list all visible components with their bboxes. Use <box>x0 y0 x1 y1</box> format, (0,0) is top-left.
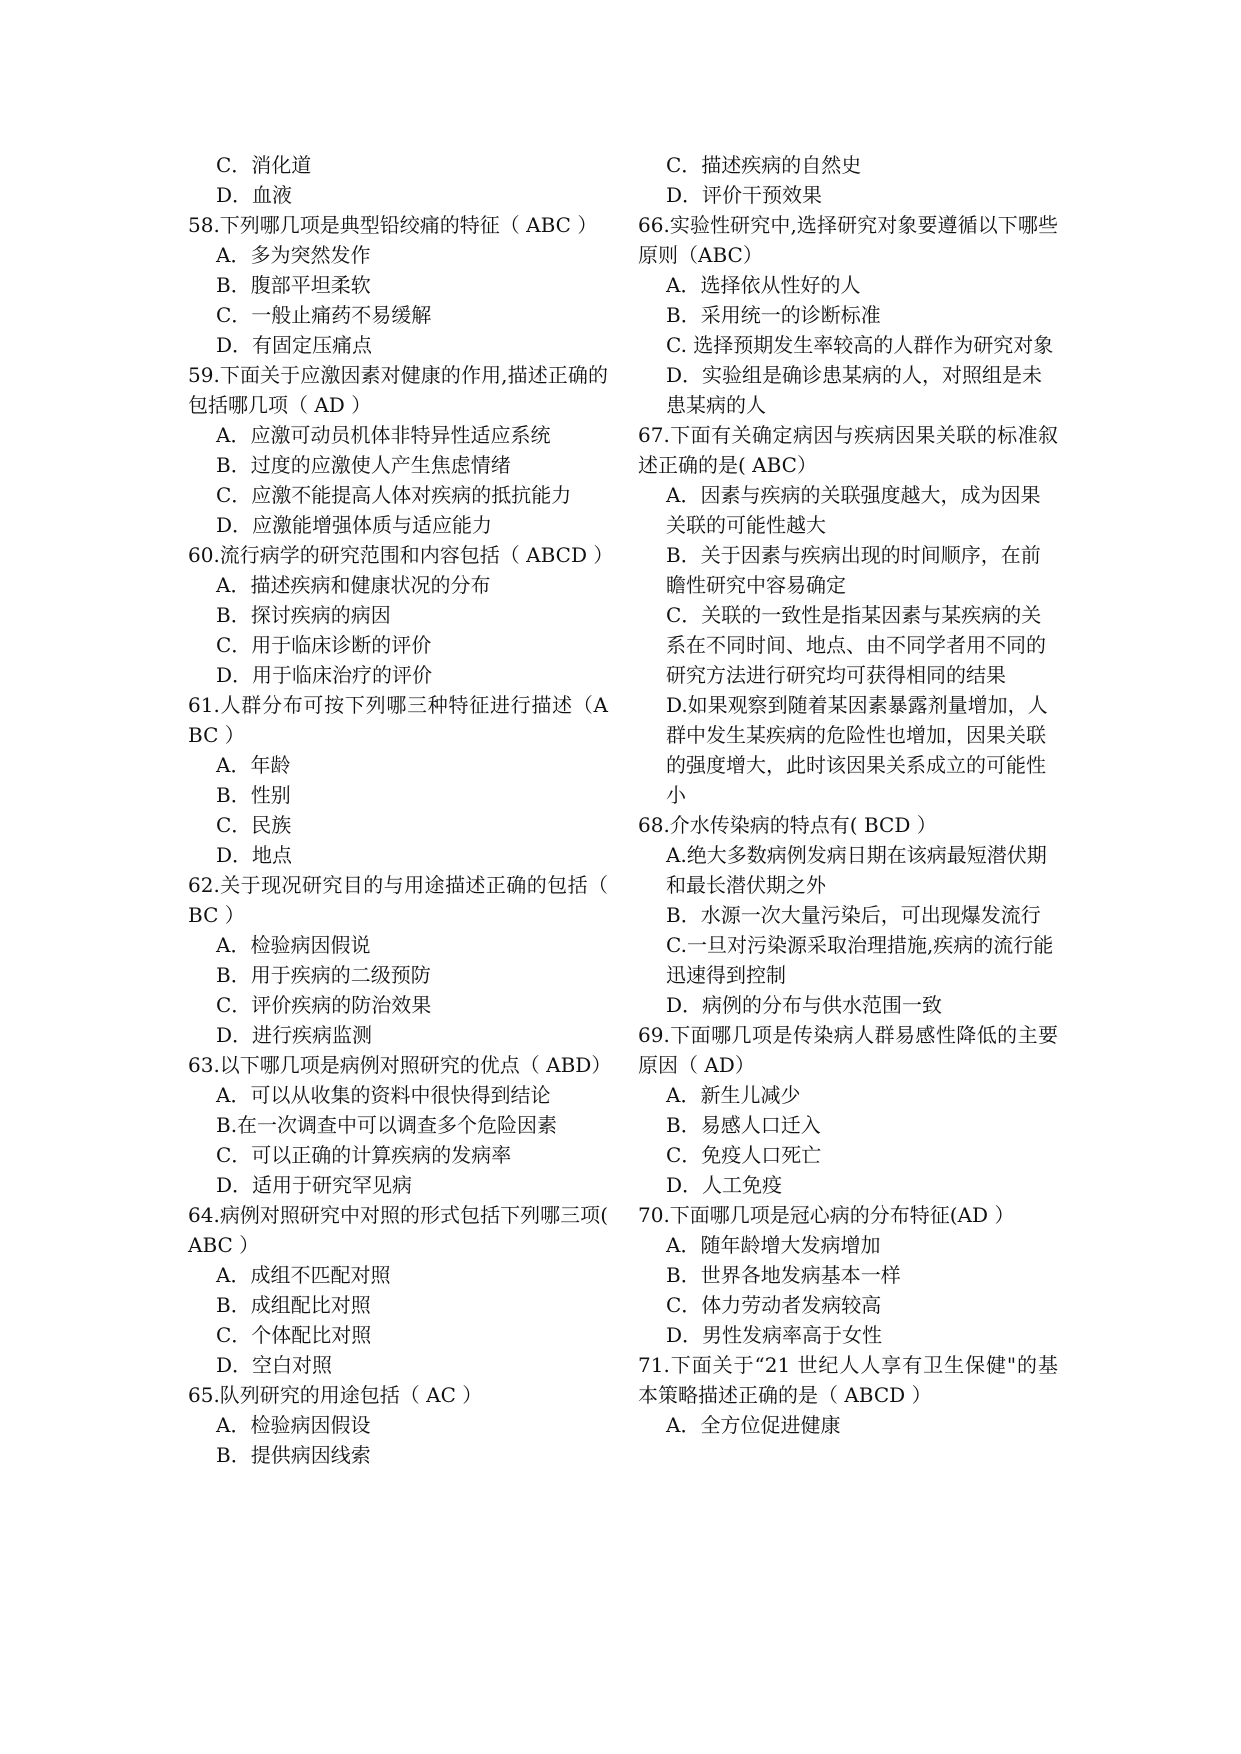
answer-option: B．过度的应激使人产生焦虑情绪 <box>216 453 511 477</box>
answer-option: A．随年龄增大发病增加 <box>666 1233 881 1257</box>
question-text: 58.下列哪几项是典型铅绞痛的特征（ ABC ） <box>188 213 598 237</box>
answer-option: A．选择依从性好的人 <box>666 273 861 297</box>
answer-option: D．地点 <box>216 843 293 867</box>
answer-option: A．因素与疾病的关联强度越大，成为因果关联的可能性越大 <box>666 483 1041 537</box>
question-text: 66.实验性研究中,选择研究对象要遵循以下哪些原则（ABC） <box>638 213 1058 267</box>
answer-option: B．性别 <box>216 783 291 807</box>
answer-option: C．关联的一致性是指某因素与某疾病的关系在不同时间、地点、由不同学者用不同的研究方法进行研究均可获得相同的结果 <box>666 603 1046 687</box>
answer-option: D．进行疾病监测 <box>216 1023 373 1047</box>
answer-option: B．易感人口迁入 <box>666 1113 821 1137</box>
answer-option: D．评价干预效果 <box>666 183 823 207</box>
answer-option: B．提供病因线索 <box>216 1443 371 1467</box>
answer-option: A．年龄 <box>216 753 291 777</box>
answer-option: B．水源一次大量污染后，可出现爆发流行 <box>666 903 1041 927</box>
question-text: 62.关于现况研究目的与用途描述正确的包括（ BC ） <box>188 873 608 927</box>
answer-option: C．消化道 <box>216 153 312 177</box>
question-text: 67.下面有关确定病因与疾病因果关联的标准叙述正确的是( ABC） <box>638 423 1058 477</box>
answer-option: C．免疫人口死亡 <box>666 1143 822 1167</box>
question-text: 60.流行病学的研究范围和内容包括（ ABCD ） <box>188 543 614 567</box>
answer-option: D．实验组是确诊患某病的人，对照组是未患某病的人 <box>666 363 1043 417</box>
question-text: 65.队列研究的用途包括（ AC ） <box>188 1383 483 1407</box>
answer-option: D．适用于研究罕见病 <box>216 1173 413 1197</box>
answer-option: A.绝大多数病例发病日期在该病最短潜伏期和最长潜伏期之外 <box>666 843 1047 897</box>
answer-option: C.一旦对污染源采取治理措施,疾病的流行能迅速得到控制 <box>666 933 1054 987</box>
answer-option: C．描述疾病的自然史 <box>666 153 862 177</box>
answer-option: B.在一次调查中可以调查多个危险因素 <box>216 1113 558 1137</box>
answer-option: A．全方位促进健康 <box>666 1413 841 1437</box>
answer-option: D．有固定压痛点 <box>216 333 373 357</box>
question-text: 64.病例对照研究中对照的形式包括下列哪三项( ABC ） <box>188 1203 608 1257</box>
question-text: 63.以下哪几项是病例对照研究的优点（ ABD） <box>188 1053 612 1077</box>
answer-option: B．采用统一的诊断标准 <box>666 303 881 327</box>
answer-option: A．描述疾病和健康状况的分布 <box>216 573 491 597</box>
answer-option: A．成组不匹配对照 <box>216 1263 391 1287</box>
answer-option: C．体力劳动者发病较高 <box>666 1293 882 1317</box>
answer-option: C．评价疾病的防治效果 <box>216 993 432 1017</box>
question-text: 70.下面哪几项是冠心病的分布特征(AD ） <box>638 1203 1015 1227</box>
answer-option: C．个体配比对照 <box>216 1323 372 1347</box>
answer-option: C．一般止痛药不易缓解 <box>216 303 432 327</box>
answer-option: B．成组配比对照 <box>216 1293 371 1317</box>
answer-option: C．应激不能提高人体对疾病的抵抗能力 <box>216 483 572 507</box>
question-text: 71.下面关于“21 世纪人人享有卫生保健"的基本策略描述正确的是（ ABCD ） <box>638 1353 1058 1407</box>
answer-option: A．检验病因假设 <box>216 1413 371 1437</box>
answer-option: D．男性发病率高于女性 <box>666 1323 883 1347</box>
answer-option: C．民族 <box>216 813 292 837</box>
right-column <box>638 150 1058 1440</box>
answer-option: B．世界各地发病基本一样 <box>666 1263 901 1287</box>
answer-option: D．应激能增强体质与适应能力 <box>216 513 493 537</box>
answer-option: B．腹部平坦柔软 <box>216 273 371 297</box>
answer-option: C．可以正确的计算疾病的发病率 <box>216 1143 512 1167</box>
question-text: 69.下面哪几项是传染病人群易感性降低的主要原因（ AD） <box>638 1023 1058 1077</box>
answer-option: D．血液 <box>216 183 293 207</box>
answer-option: D.如果观察到随着某因素暴露剂量增加，人群中发生某疾病的危险性也增加，因果关联的强度增大，此时该因果关系成立的可能性小 <box>666 693 1048 807</box>
question-text: 68.介水传染病的特点有( BCD ） <box>638 813 937 837</box>
answer-option: C．用于临床诊断的评价 <box>216 633 432 657</box>
answer-option: D．用于临床治疗的评价 <box>216 663 433 687</box>
answer-option: A．多为突然发作 <box>216 243 371 267</box>
question-text: 61.人群分布可按下列哪三种特征进行描述（ABC ） <box>188 693 608 747</box>
answer-option: D．空白对照 <box>216 1353 333 1377</box>
answer-option: D．人工免疫 <box>666 1173 783 1197</box>
left-column <box>188 150 614 1470</box>
answer-option: B．探讨疾病的病因 <box>216 603 391 627</box>
question-text: 59.下面关于应激因素对健康的作用,描述正确的包括哪几项（ AD ） <box>188 363 608 417</box>
answer-option: C. 选择预期发生率较高的人群作为研究对象 <box>666 333 1054 357</box>
answer-option: B．用于疾病的二级预防 <box>216 963 431 987</box>
answer-option: D．病例的分布与供水范围一致 <box>666 993 943 1017</box>
answer-option: A．应激可动员机体非特异性适应系统 <box>216 423 551 447</box>
answer-option: A．新生儿减少 <box>666 1083 801 1107</box>
answer-option: A．可以从收集的资料中很快得到结论 <box>216 1083 551 1107</box>
answer-option: A．检验病因假说 <box>216 933 371 957</box>
answer-option: B．关于因素与疾病出现的时间顺序，在前瞻性研究中容易确定 <box>666 543 1041 597</box>
